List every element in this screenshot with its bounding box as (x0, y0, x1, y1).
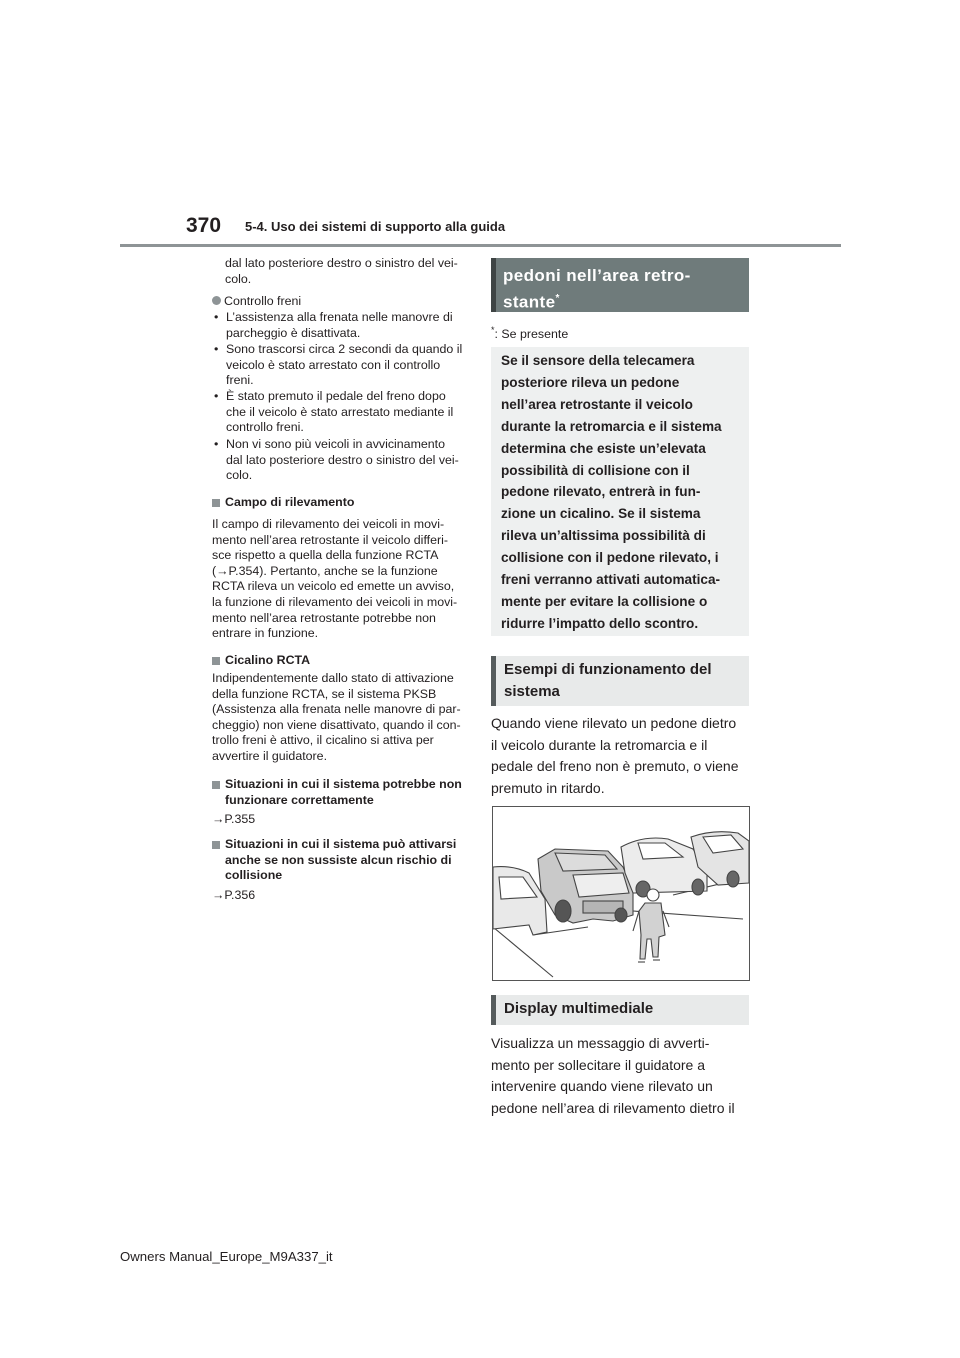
footnote-mark: * (491, 325, 495, 335)
rcta-buzzer-heading (212, 653, 467, 669)
list-item (212, 310, 465, 341)
bullet-mark-icon: • (214, 437, 219, 451)
bullet-mark-icon: • (214, 389, 219, 403)
parking-illustration (492, 806, 750, 981)
examples-heading-text: Esempi di funzionamento del sistema (504, 661, 712, 700)
square-bullet-icon (212, 657, 220, 665)
section-title-text: pedoni nell’area retro- stante (503, 266, 691, 312)
bar-edge (491, 258, 496, 312)
square-bullet-icon (212, 499, 220, 507)
brake-control-heading (212, 294, 301, 310)
list-item (212, 342, 465, 389)
description-text: Se il sensore della telecamera posteriore rileva un pedone nell’area retrostante il veicolo durante la retromarcia e il sistema determina che esiste un’elevata possibilità di collisione con il pedone rilevato, entrerà in fun- zione un cicalino. Se il sistema rileva un’altissima possibilità di collisione con il pedone rilevato, i freni verranno attivati automatica- mente per evitare la collisione o ridurre l’impatto dello scontro. (501, 353, 722, 631)
section-title: 5-4. Uso dei sistemi di supporto alla guida (245, 219, 506, 234)
bullet-mark-icon: • (214, 342, 219, 356)
examples-heading-bar (491, 656, 749, 706)
description-box (491, 347, 749, 636)
detection-range-heading (212, 495, 467, 511)
examples-text: Quando viene rilevato un pedone dietro il veicolo durante la retromarcia e il pedale del freno non è premuto, o viene premuto in ritardo. (491, 715, 739, 796)
display-heading-bar (491, 995, 749, 1025)
bullet-mark-icon: • (214, 310, 219, 324)
footer-text: Owners Manual_Europe_M9A337_it (120, 1249, 333, 1264)
header-divider (120, 244, 841, 247)
detection-range-body: Il campo di rilevamento dei veicoli in movi- mento nell’area retrostante il veicolo differi- sce rispetto a quella della funzione RCTA (→P.354). Pertanto, anche se la funzione RCTA rileva un veicolo ed emette un avviso, la funzione di rilevamento dei veicoli in movi- mento nell’area retrostante potrebbe non entrare in funzione. (212, 517, 458, 641)
may-activate-heading (212, 837, 467, 884)
heading-text: Campo di rilevamento (225, 495, 355, 509)
footnote-text: : Se presente (494, 327, 569, 342)
list-item-text: Non vi sono più veicoli in avvicinamento dal lato posteriore destro o sinistro del vei- colo. (226, 437, 459, 483)
list-item (212, 389, 465, 436)
page-reference-link[interactable]: →P.356 (212, 888, 256, 902)
square-bullet-icon (212, 841, 220, 849)
list-item (212, 437, 465, 484)
display-heading-text: Display multimediale (504, 1000, 654, 1017)
brake-control-title: Controllo freni (224, 294, 302, 308)
heading-text: Cicalino RCTA (225, 653, 311, 667)
bullet-dot-icon (212, 296, 221, 305)
reversing-car-pedestrian-illustration (493, 807, 749, 980)
section-title-bar (491, 258, 749, 312)
continuation-text: dal lato posteriore destro o sinistro del vei- colo. (225, 256, 458, 286)
bar-edge (491, 995, 496, 1025)
display-text: Visualizza un messaggio di avverti- mento per sollecitare il guidatore a intervenire quando viene rilevato un pedone nell’area di rilevamento dietro il (491, 1035, 735, 1116)
heading-text: Situazioni in cui il sistema può attivarsi anche se non sussiste alcun rischio di collisione (225, 837, 457, 883)
bar-edge (491, 656, 496, 706)
list-item-text: È stato premuto il pedale del freno dopo che il veicolo è stato arrestato mediante il controllo freni. (226, 389, 454, 435)
footnote (491, 325, 568, 341)
square-bullet-icon (212, 781, 220, 789)
heading-text: Situazioni in cui il sistema potrebbe non funzionare correttamente (225, 777, 462, 807)
page-reference-link[interactable]: →P.355 (212, 812, 256, 826)
list-item-text: Sono trascorsi circa 2 secondi da quando il veicolo è stato arrestato con il controllo freni. (226, 342, 463, 388)
may-not-work-heading (212, 777, 467, 808)
page-number: 370 (186, 214, 222, 237)
asterisk-mark: * (555, 293, 560, 304)
list-item-text: L’assistenza alla frenata nelle manovre di parcheggio è disattivata. (226, 310, 453, 340)
rcta-buzzer-body: Indipendentemente dallo stato di attivazione della funzione RCTA, se il sistema PKSB (Assistenza alla frenata nelle manovre di par- cheggio) non viene disattivato, quando il con- trollo freni è attivo, il cicalino si attiva per avvertire il guidatore. (212, 671, 461, 763)
